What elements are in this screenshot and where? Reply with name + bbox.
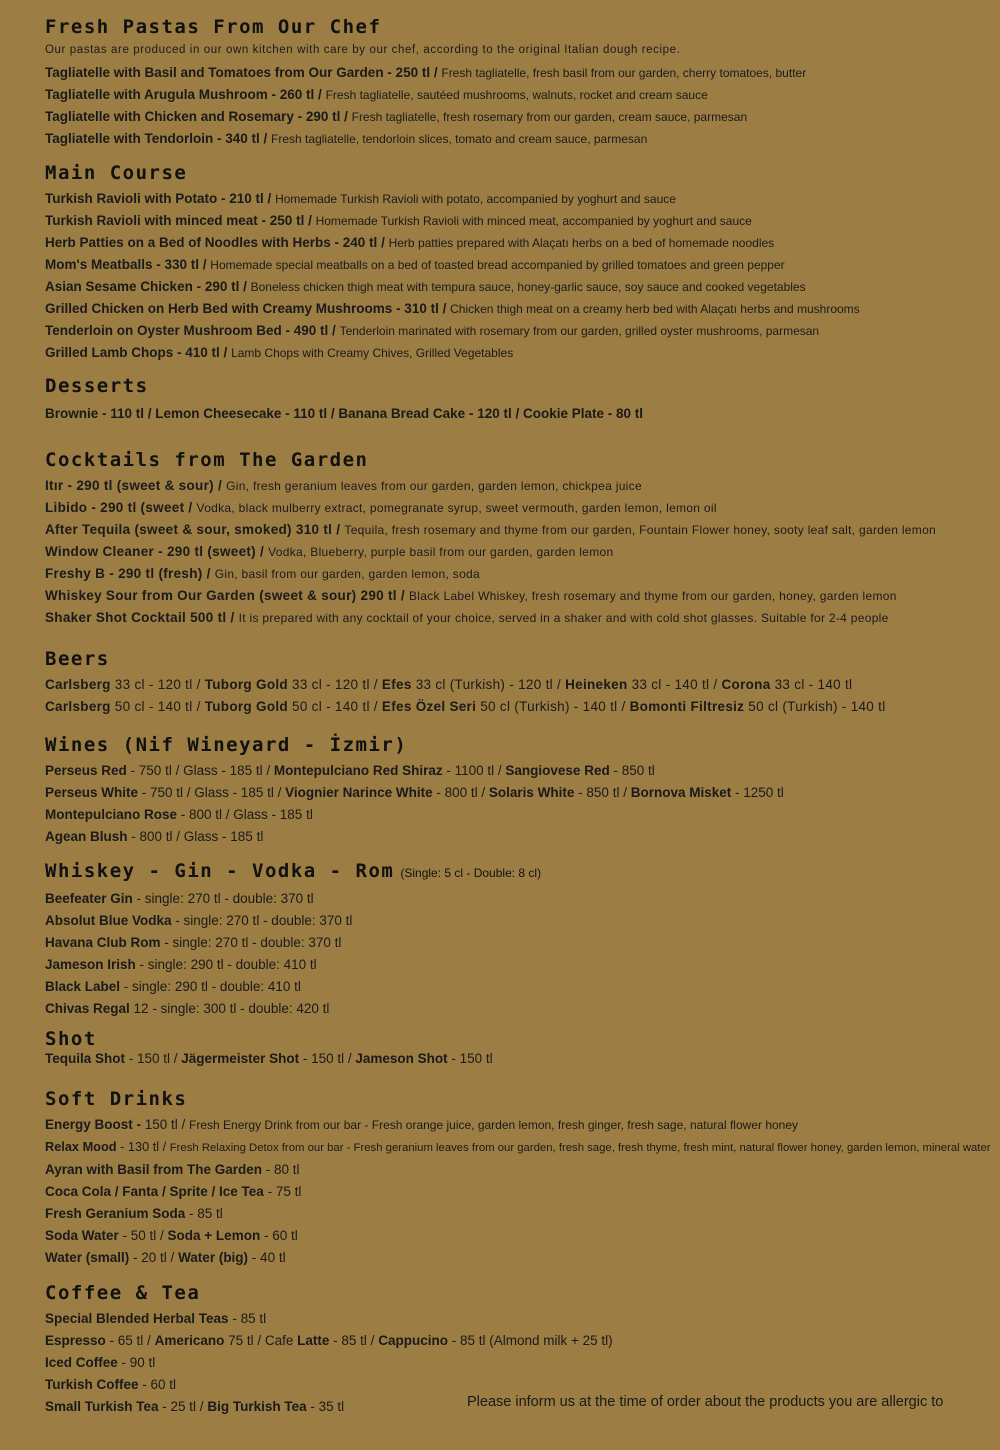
menu-item-name: Grilled Lamb Chops - 410 tl / xyxy=(45,345,228,360)
menu-item-name: Tagliatelle with Arugula Mushroom - 260 tl / xyxy=(45,87,322,102)
menu-item xyxy=(45,696,990,718)
menu-item-name: Iced Coffee xyxy=(45,1355,118,1370)
menu-item xyxy=(45,62,990,84)
menu-item-description: Fresh tagliatelle, fresh basil from our garden, cherry tomatoes, butter xyxy=(441,66,807,80)
menu-item-name: Special Blended Herbal Teas xyxy=(45,1311,229,1326)
menu-item-price: - 40 tl xyxy=(248,1250,286,1265)
menu-item-name: Montepulciano Red Shiraz xyxy=(273,763,443,778)
menu-item-name: Sangiovese Red xyxy=(505,763,610,778)
menu-item-name: After Tequila (sweet & sour, smoked) 310 tl / xyxy=(45,522,341,537)
section-title: Wines (Nif Wineyard - İzmir) xyxy=(45,734,408,756)
soft-drinks-section xyxy=(45,1086,990,1269)
menu-item-name: Tuborg Gold xyxy=(204,677,288,692)
rich-list xyxy=(45,1114,990,1269)
menu-item xyxy=(45,563,990,585)
menu-item-description: Fresh tagliatelle, sautéed mushrooms, walnuts, rocket and cream sauce xyxy=(325,88,708,102)
menu-item-description: Boneless chicken thigh meat with tempura sauce, honey-garlic sauce, soy sauce and cooked vegetables xyxy=(250,280,806,294)
menu-item-name: Espresso xyxy=(45,1333,106,1348)
wines-section xyxy=(45,732,990,848)
menu-item-description: Fresh tagliatelle, fresh rosemary from our garden, cream sauce, parmesan xyxy=(351,110,748,124)
menu-item-name: 110 tl / Lemon Cheesecake - xyxy=(110,406,294,421)
menu-item xyxy=(45,1114,990,1136)
menu-item-price: - 1250 tl xyxy=(731,785,784,800)
menu-item-price: 33 cl (Turkish) - 120 tl / xyxy=(411,677,566,692)
menu-item-price: - 850 tl / xyxy=(574,785,631,800)
menu-item-name: Heineken xyxy=(565,677,628,692)
menu-item xyxy=(45,607,990,629)
menu-item xyxy=(45,826,990,848)
menu-item-description: Gin, basil from our garden, garden lemon, soda xyxy=(214,567,480,581)
menu-item-description: Tequila, fresh rosemary and thyme from our garden, Fountain Flower honey, sooty leaf salt, garden lemon xyxy=(344,523,937,537)
menu-item xyxy=(45,782,990,804)
menu-item-name: Bornova Misket xyxy=(630,785,732,800)
menu-item-price: 75 tl / Cafe xyxy=(224,1333,298,1348)
menu-item-name: Tagliatelle with Basil and Tomatoes from Our Garden - 250 tl / xyxy=(45,65,438,80)
menu-item-price: - 1100 tl / xyxy=(442,763,506,778)
menu-item xyxy=(45,1159,990,1181)
menu-item-price: - 50 tl / xyxy=(118,1228,168,1243)
menu-item-name: 110 tl / Banana Bread Cake - xyxy=(293,406,478,421)
menu-item-name: Energy Boost - xyxy=(45,1117,142,1132)
menu-item-name: Big Turkish Tea xyxy=(207,1399,307,1414)
menu-item xyxy=(45,1203,990,1225)
menu-item xyxy=(45,932,990,954)
menu-item-name: Viognier Narince White xyxy=(285,785,433,800)
section-title: Shot xyxy=(45,1028,97,1050)
menu-item-name: Water (big) xyxy=(178,1250,249,1265)
menu-item xyxy=(45,1330,990,1352)
beers-section xyxy=(45,646,990,718)
menu-item xyxy=(45,84,990,106)
menu-item-price: - 90 tl xyxy=(117,1355,156,1370)
menu-item-name: Carlsberg xyxy=(45,677,111,692)
menu-item-name: Soda + Lemon xyxy=(167,1228,261,1243)
pastas-section xyxy=(45,14,990,150)
menu-item-name: Asian Sesame Chicken - 290 tl / xyxy=(45,279,247,294)
menu-item-price: - 75 tl xyxy=(263,1184,302,1199)
menu-item-name: Beefeater Gin xyxy=(45,891,133,906)
menu-item xyxy=(45,497,990,519)
menu-item xyxy=(45,188,990,210)
menu-item xyxy=(45,1247,990,1269)
main-course-section xyxy=(45,160,990,364)
section-title-text: Whiskey - Gin - Vodka - Rom xyxy=(45,860,395,882)
menu-item xyxy=(45,998,990,1020)
menu-item-name: Turkish Ravioli with minced meat - 250 tl / xyxy=(45,213,312,228)
section-title: Fresh Pastas From Our Chef xyxy=(45,16,382,38)
menu-item-price: 33 cl - 120 tl / xyxy=(287,677,382,692)
menu-item-price: - 150 tl / xyxy=(299,1051,356,1066)
item-list xyxy=(45,188,990,364)
menu-item-name: Relax Mood xyxy=(45,1139,117,1154)
menu-item-price: - 85 tl (Almond milk + 25 tl) xyxy=(447,1333,613,1348)
menu-item-name: Shaker Shot Cocktail 500 tl / xyxy=(45,610,235,625)
menu-item xyxy=(45,519,990,541)
menu-item-name: Jägermeister Shot xyxy=(181,1051,300,1066)
menu-item-description: Chicken thigh meat on a creamy herb bed with Alaçatı herbs and mushrooms xyxy=(450,302,860,316)
spirits-section xyxy=(45,858,990,1020)
menu-item-description: Gin, fresh geranium leaves from our garden, garden lemon, chickpea juice xyxy=(226,479,642,493)
section-title: Main Course xyxy=(45,162,188,184)
menu-item xyxy=(45,403,990,425)
menu-item-price: - 35 tl xyxy=(306,1399,345,1414)
section-title: Coffee & Tea xyxy=(45,1282,201,1304)
shot-section xyxy=(45,1026,990,1070)
rich-list xyxy=(45,1048,990,1070)
menu-item-description: Vodka, black mulberry extract, pomegranate syrup, sweet vermouth, garden lemon, lemon oil xyxy=(196,501,717,515)
menu-item-description: Fresh Energy Drink from our bar - Fresh orange juice, garden lemon, fresh ginger, fresh sage, natural flower honey xyxy=(189,1118,799,1132)
menu-item-description: Homemade Turkish Ravioli with potato, accompanied by yoghurt and sauce xyxy=(275,192,676,206)
menu-item-price: - 150 tl xyxy=(447,1051,493,1066)
menu-item-name: Latte xyxy=(297,1333,330,1348)
rich-list xyxy=(45,674,990,718)
item-list xyxy=(45,475,990,629)
allergy-note: Please inform us at the time of order about the products you are allergic to xyxy=(467,1394,944,1410)
menu-item-price: - 25 tl / xyxy=(158,1399,208,1414)
section-title xyxy=(45,858,990,886)
menu-item-name: Herb Patties on a Bed of Noodles with Herbs - 240 tl / xyxy=(45,235,385,250)
menu-item-name: Montepulciano Rose xyxy=(45,807,178,822)
section-title: Beers xyxy=(45,648,110,670)
menu-item-name: Itır - 290 tl (sweet & sour) / xyxy=(45,478,223,493)
menu-item-price: - 60 tl xyxy=(260,1228,298,1243)
menu-item xyxy=(45,674,990,696)
menu-item xyxy=(45,320,990,342)
menu-item-price: - 85 tl xyxy=(185,1206,223,1221)
menu-item-price: - single: 270 tl - double: 370 tl xyxy=(160,935,342,950)
menu-item-description: Black Label Whiskey, fresh rosemary and thyme from our garden, honey, garden lemon xyxy=(409,589,897,603)
menu-item xyxy=(45,475,990,497)
menu-item-name: Havana Club Rom xyxy=(45,935,161,950)
menu-item-name: Jameson Irish xyxy=(45,957,136,972)
menu-item-price: - single: 290 tl - double: 410 tl xyxy=(120,979,301,994)
menu-item-description: Fresh Relaxing Detox from our bar - Fresh geranium leaves from our garden, fresh sage, fresh thyme, fresh mint, natural flower honey, garden lemon, mineral water xyxy=(169,1142,991,1154)
menu-item-name: Tuborg Gold xyxy=(204,699,288,714)
menu-item xyxy=(45,1181,990,1203)
menu-item xyxy=(45,1374,990,1396)
menu-item-name: Cappucino xyxy=(378,1333,448,1348)
rich-list xyxy=(45,760,990,848)
menu-item-name: Soda Water xyxy=(45,1228,119,1243)
menu-item xyxy=(45,1048,990,1070)
menu-item-name: Efes xyxy=(381,677,412,692)
menu-item xyxy=(45,804,990,826)
menu-item-price: - 130 tl / xyxy=(116,1139,170,1154)
menu-item-price: 33 cl - 140 tl / xyxy=(627,677,722,692)
menu-item-name: Coca Cola / Fanta / Sprite / Ice Tea xyxy=(45,1184,264,1199)
menu-item xyxy=(45,910,990,932)
menu-item-name: Water (small) xyxy=(45,1250,130,1265)
menu-item xyxy=(45,232,990,254)
menu-item xyxy=(45,342,990,364)
menu-item-name: Brownie - xyxy=(45,406,111,421)
menu-item xyxy=(45,760,990,782)
menu-item xyxy=(45,1136,990,1159)
menu-item-price: 50 cl - 140 tl / xyxy=(287,699,382,714)
menu-item-price: - 850 tl xyxy=(609,763,655,778)
section-title: Soft Drinks xyxy=(45,1088,188,1110)
menu-item xyxy=(45,128,990,150)
menu-item-price: 150 tl / xyxy=(141,1117,190,1132)
menu-item xyxy=(45,1352,990,1374)
menu-item-name: Carlsberg xyxy=(45,699,111,714)
menu-item xyxy=(45,541,990,563)
menu-item xyxy=(45,254,990,276)
menu-item-name: Solaris White xyxy=(488,785,575,800)
menu-item-name: Bomonti Filtresiz xyxy=(629,699,745,714)
menu-item-price: - 150 tl / xyxy=(125,1051,182,1066)
menu-item-description: It is prepared with any cocktail of your choice, served in a shaker and with cold shot glasses. Suitable for 2-4 people xyxy=(238,611,889,625)
menu-item-name: Chivas Regal xyxy=(45,1001,130,1016)
menu-item-name: Tenderloin on Oyster Mushroom Bed - 490 tl / xyxy=(45,323,336,338)
menu-item xyxy=(45,210,990,232)
menu-item-price: 50 cl - 140 tl / xyxy=(110,699,205,714)
section-title: Cocktails from The Garden xyxy=(45,449,369,471)
menu-item xyxy=(45,954,990,976)
menu-item-name: Perseus White xyxy=(45,785,139,800)
menu-item-price: - single: 270 tl - double: 370 tl xyxy=(171,913,353,928)
menu-item-description: Homemade Turkish Ravioli with minced meat, accompanied by yoghurt and sauce xyxy=(315,214,752,228)
menu-item-description: Tenderloin marinated with rosemary from our garden, grilled oyster mushrooms, parmesan xyxy=(339,324,820,338)
menu-item-price: - single: 270 tl - double: 370 tl xyxy=(132,891,314,906)
menu-item xyxy=(45,276,990,298)
menu-item-name: Agean Blush xyxy=(45,829,128,844)
menu-item-name: Ayran with Basil from The Garden xyxy=(45,1162,263,1177)
menu-item-name: Turkish Ravioli with Potato - 210 tl / xyxy=(45,191,272,206)
menu-item-name: Freshy B - 290 tl (fresh) / xyxy=(45,566,211,581)
menu-item-name: Corona xyxy=(721,677,771,692)
menu-item xyxy=(45,1225,990,1247)
menu-item-name: Libido - 290 tl (sweet / xyxy=(45,500,193,515)
menu-item xyxy=(45,1308,990,1330)
serving-size-note: (Single: 5 cl - Double: 8 cl) xyxy=(400,866,542,880)
menu-item-price: 12 - single: 300 tl - double: 420 tl xyxy=(129,1001,330,1016)
menu-item-price: - 85 tl xyxy=(228,1311,267,1326)
menu-item-price: 33 cl - 120 tl / xyxy=(110,677,205,692)
menu-item-price: 33 cl - 140 tl xyxy=(770,677,853,692)
menu-item-price: 50 cl (Turkish) - 140 tl / xyxy=(476,699,630,714)
menu-item-name: Efes Özel Seri xyxy=(381,699,477,714)
cocktails-section xyxy=(45,447,990,629)
menu-item-name: Jameson Shot xyxy=(355,1051,448,1066)
menu-item-description: Fresh tagliatelle, tendorloin slices, tomato and cream sauce, parmesan xyxy=(271,132,648,146)
menu-item xyxy=(45,888,990,910)
menu-item-name: Small Turkish Tea xyxy=(45,1399,159,1414)
menu-item-description: Vodka, Blueberry, purple basil from our garden, garden lemon xyxy=(268,545,614,559)
menu-item xyxy=(45,298,990,320)
menu-item-description: Lamb Chops with Creamy Chives, Grilled Vegetables xyxy=(231,346,514,360)
menu-item-price: - 750 tl / Glass - 185 tl / xyxy=(126,763,274,778)
menu-item-name: Perseus Red xyxy=(45,763,127,778)
menu-item-price: - 80 tl xyxy=(262,1162,300,1177)
menu-item-price: - 800 tl / Glass - 185 tl xyxy=(177,807,313,822)
menu-item-name: Tequila Shot xyxy=(45,1051,125,1066)
menu-item-name: Black Label xyxy=(45,979,121,994)
menu-item-name: Turkish Coffee xyxy=(45,1377,139,1392)
menu-item-price: - 800 tl / Glass - 185 tl xyxy=(127,829,264,844)
menu-item xyxy=(45,585,990,607)
rich-list xyxy=(45,888,990,1020)
menu-item xyxy=(45,106,990,128)
menu-item-name: Whiskey Sour from Our Garden (sweet & sour) 290 tl / xyxy=(45,588,405,603)
menu-item-name: Americano xyxy=(154,1333,225,1348)
menu-item-price: - 750 tl / Glass - 185 tl / xyxy=(138,785,286,800)
menu-item-price: - 60 tl xyxy=(138,1377,177,1392)
menu-item-name: Window Cleaner - 290 tl (sweet) / xyxy=(45,544,265,559)
rich-list xyxy=(45,403,990,425)
desserts-section xyxy=(45,373,990,425)
menu-item-price: - 800 tl / xyxy=(432,785,489,800)
menu-item-price: - single: 290 tl - double: 410 tl xyxy=(135,957,317,972)
menu-item-name: Mom's Meatballs - 330 tl / xyxy=(45,257,207,272)
section-intro: Our pastas are produced in our own kitchen with care by our chef, according to the original Italian dough recipe. xyxy=(45,44,681,56)
menu-item xyxy=(45,976,990,998)
menu-item-description: Herb patties prepared with Alaçatı herbs on a bed of homemade noodles xyxy=(388,236,775,250)
section-title: Desserts xyxy=(45,375,149,397)
menu-item-name: Fresh Geranium Soda xyxy=(45,1206,186,1221)
menu-item-price: - 85 tl / xyxy=(329,1333,379,1348)
menu-item-name: 120 tl / Cookie Plate - 80 tl xyxy=(477,406,644,421)
menu-item-price: - 20 tl / xyxy=(129,1250,179,1265)
menu-item-name: Tagliatelle with Tendorloin - 340 tl / xyxy=(45,131,268,146)
menu-item-price: 50 cl (Turkish) - 140 tl xyxy=(744,699,886,714)
menu-item-price: - 65 tl / xyxy=(105,1333,155,1348)
menu-item-name: Absolut Blue Vodka xyxy=(45,913,172,928)
menu-item-name: Grilled Chicken on Herb Bed with Creamy Mushrooms - 310 tl / xyxy=(45,301,447,316)
menu-item-description: Homemade special meatballs on a bed of toasted bread accompanied by grilled tomatoes and green pepper xyxy=(210,258,785,272)
item-list xyxy=(45,62,990,150)
menu-item-name: Tagliatelle with Chicken and Rosemary - 290 tl / xyxy=(45,109,348,124)
